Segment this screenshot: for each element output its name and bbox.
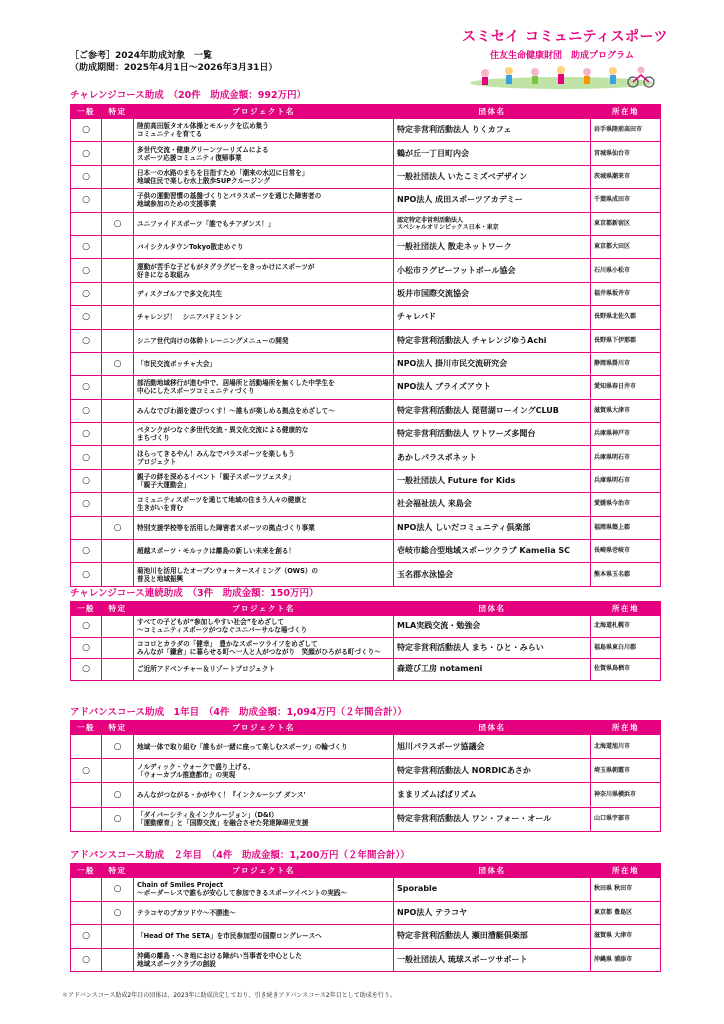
organization-name: 特定非営利活動法人 りくカフェ xyxy=(394,119,591,142)
location: 北海道旭川市 xyxy=(591,735,661,759)
location: 兵庫県神戸市 xyxy=(591,423,661,446)
column-header-general: 一般 xyxy=(71,721,102,735)
organization-name: NPO法人 掛川市民交流研究会 xyxy=(394,352,591,375)
project-name-line: ご近所アドベンチャー＆リゾートプロジェクト xyxy=(137,665,275,674)
organization-name: 森遊び工房 notameni xyxy=(394,659,591,681)
project-name-line: 「市民交流ボッチャ大会」 xyxy=(137,360,216,369)
column-header-organization: 団体名 xyxy=(394,721,591,735)
general-mark xyxy=(71,783,102,807)
organization-name: 特定非営利活動法人 NORDICあさか xyxy=(394,759,591,783)
project-name-line: コミュニティを育てる xyxy=(137,130,203,139)
location: 滋賀県 大津市 xyxy=(591,925,661,949)
specific-mark xyxy=(102,637,134,659)
location: 兵庫県明石市 xyxy=(591,446,661,469)
specific-mark xyxy=(102,119,134,142)
project-name xyxy=(134,352,394,375)
location: 佐賀県鳥栖市 xyxy=(591,659,661,681)
project-name xyxy=(134,142,394,165)
location: 東京都 豊島区 xyxy=(591,901,661,925)
table-row xyxy=(71,352,661,375)
organization-name: 特定非営利活動法人 ワン・フォー・オール xyxy=(394,807,591,831)
location: 神奈川県横浜市 xyxy=(591,783,661,807)
project-name-line: みんなが「鎌倉」に暮らせる町へ一人と人がつながり 笑顔がひろがる町づくり～ xyxy=(137,647,381,656)
project-name-line: ディスクゴルフで多文化共生 xyxy=(137,289,223,298)
project-name xyxy=(134,659,394,681)
table-row xyxy=(71,493,661,516)
specific-mark xyxy=(102,329,134,352)
column-header-general: 一般 xyxy=(71,105,102,119)
project-name-line: みんながつながる・かがやく！『インクルーシブ ダンス' xyxy=(137,790,306,799)
specific-mark: ○ xyxy=(102,807,134,831)
organization-name: MLA実践交流・勉強会 xyxy=(394,616,591,638)
location: 長崎県壱岐市 xyxy=(591,540,661,563)
project-name-line: 多世代交流・健康グリーンツーリズムによる xyxy=(137,145,269,154)
location: 東京都新宿区 xyxy=(591,212,661,235)
table-header-row xyxy=(71,602,661,616)
general-mark xyxy=(71,878,102,902)
table-row xyxy=(71,189,661,212)
specific-mark xyxy=(102,493,134,516)
specific-mark xyxy=(102,446,134,469)
specific-mark xyxy=(102,469,134,492)
column-header-project: プロジェクト名 xyxy=(134,721,394,735)
general-mark: ○ xyxy=(71,306,102,329)
project-name xyxy=(134,948,394,972)
project-name xyxy=(134,563,394,586)
table-row xyxy=(71,925,661,949)
project-name-line: 陸前高田版タオル体操とモルックを広め集う xyxy=(137,122,269,131)
project-name xyxy=(134,306,394,329)
specific-mark xyxy=(102,165,134,188)
organization-name: 坂井市国際交流協会 xyxy=(394,282,591,305)
organization-name: Sporable xyxy=(394,878,591,902)
project-name-line: 子供の運動習慣の基盤づくりとパラスポーツを通じた障害者の xyxy=(137,192,322,201)
general-mark: ○ xyxy=(71,165,102,188)
general-mark xyxy=(71,212,102,235)
specific-mark xyxy=(102,189,134,212)
column-header-organization: 団体名 xyxy=(394,602,591,616)
project-name-line: 部活動地域移行が進む中で、居場所と活動場所を無くした中学生を xyxy=(137,379,335,388)
section-title-advance-year1: アドバンスコース助成 1年目 （4件 助成金額：1,094万円（２年間合計）） xyxy=(70,707,407,718)
specific-mark xyxy=(102,259,134,282)
column-header-project: プロジェクト名 xyxy=(134,864,394,878)
specific-mark: ○ xyxy=(102,516,134,539)
table-row xyxy=(71,616,661,638)
general-mark: ○ xyxy=(71,469,102,492)
project-name xyxy=(134,259,394,282)
project-name-line: 「ウォーカブル推進都市」の実現 xyxy=(137,770,236,779)
location: 滋賀県大津市 xyxy=(591,399,661,422)
specific-mark: ○ xyxy=(102,901,134,925)
organization-name: NPO法人 成田スポーツアカデミー xyxy=(394,189,591,212)
table-row xyxy=(71,563,661,586)
project-name-line: テラコヤのブカツドウ～不勝進～ xyxy=(137,908,236,917)
project-name-line: 地域住民で楽しむ水上散歩SUPクルージング xyxy=(137,176,270,185)
general-mark: ○ xyxy=(71,616,102,638)
table-challenge xyxy=(70,104,661,587)
location: 千葉県成田市 xyxy=(591,189,661,212)
project-name xyxy=(134,399,394,422)
project-name-line: スポーツ応援コミュニティ復帰事業 xyxy=(137,153,242,162)
table-header-row xyxy=(71,721,661,735)
table-row xyxy=(71,119,661,142)
organization-name: 小松市ラグビーフットボール協会 xyxy=(394,259,591,282)
project-name-line: バイシクルタウンTokyo散走めぐり xyxy=(137,243,244,252)
project-name xyxy=(134,376,394,399)
table-row xyxy=(71,423,661,446)
project-name-line: ～ボーダーレスで誰もが安心して参加できるスポーツイベントの実践～ xyxy=(137,889,348,898)
organization-name: あかしパラスポネット xyxy=(394,446,591,469)
location: 沖縄県 浦添市 xyxy=(591,948,661,972)
project-name xyxy=(134,540,394,563)
table-row xyxy=(71,807,661,831)
general-mark: ○ xyxy=(71,563,102,586)
project-name-line: プロジェクト xyxy=(137,457,177,466)
project-name-line: 菊池川を活用したオープンウォータースイミング（OWS）の xyxy=(137,566,319,575)
project-name-line: 特別支援学校等を活用した障害者スポーツの拠点づくり事業 xyxy=(137,523,315,532)
column-header-specific: 特定 xyxy=(102,721,134,735)
logo-title: スミセイ コミュニティスポーツ xyxy=(462,29,668,45)
project-name-line: すべての子どもが“参加しやすい社会”をめざして xyxy=(137,618,285,627)
specific-mark xyxy=(102,540,134,563)
project-name xyxy=(134,637,394,659)
organization-name: 特定非営利活動法人 ワトワーズ多聞台 xyxy=(394,423,591,446)
organization-name: 社会福祉法人 来島会 xyxy=(394,493,591,516)
table-header-row xyxy=(71,864,661,878)
project-name-line: コミュニティスポーツを通じて地域の住まう人々の健康と xyxy=(137,496,308,505)
general-mark: ○ xyxy=(71,119,102,142)
location: 長野県北佐久郡 xyxy=(591,306,661,329)
specific-mark xyxy=(102,376,134,399)
project-name xyxy=(134,516,394,539)
general-mark: ○ xyxy=(71,282,102,305)
project-name xyxy=(134,189,394,212)
specific-mark xyxy=(102,925,134,949)
table-row xyxy=(71,399,661,422)
table-row xyxy=(71,659,661,681)
specific-mark xyxy=(102,616,134,638)
specific-mark xyxy=(102,948,134,972)
general-mark: ○ xyxy=(71,759,102,783)
project-name-line: Chain of Smiles Project xyxy=(137,881,224,890)
project-name-line: 超越スポーツ・モルックは離島の新しい未来を創る！ xyxy=(137,547,295,556)
project-name xyxy=(134,901,394,925)
table-row xyxy=(71,759,661,783)
organization-name: NPO法人 テラコヤ xyxy=(394,901,591,925)
general-mark: ○ xyxy=(71,235,102,258)
sports-illustration-icon xyxy=(467,63,657,89)
project-name-line: ノルディック・ウォークで盛り上げる、 xyxy=(137,762,255,771)
column-header-organization: 団体名 xyxy=(394,864,591,878)
organization-name: NPO法人 ブライズアウト xyxy=(394,376,591,399)
column-header-specific: 特定 xyxy=(102,105,134,119)
project-name xyxy=(134,446,394,469)
column-header-specific: 特定 xyxy=(102,602,134,616)
project-name xyxy=(134,807,394,831)
table-row xyxy=(71,901,661,925)
document-header xyxy=(70,50,470,74)
project-name-line: 日本一の水路のまちを目指すため「潮来の水辺に日常を」 xyxy=(137,168,309,177)
project-name-line: みんなでびわ湖を遊びつくす！～誰もが楽しめる拠点をめざして～ xyxy=(137,406,335,415)
column-header-organization: 団体名 xyxy=(394,105,591,119)
project-name-line: ココロとカラダの「健幸」 豊かなスポーツライフをめざして xyxy=(137,639,318,648)
general-mark: ○ xyxy=(71,446,102,469)
column-header-location: 所在地 xyxy=(591,602,661,616)
project-name xyxy=(134,329,394,352)
project-name xyxy=(134,469,394,492)
project-name-line: 沖縄の離島・へき地における障がい当事者を中心とした xyxy=(137,952,302,961)
organization-name: 玉名郡水泳協会 xyxy=(394,563,591,586)
project-name-line: 普及と地域振興 xyxy=(137,574,184,583)
project-name-line: 親子の絆を深めるイベント「親子スポーツフェスタ」 xyxy=(137,473,295,482)
specific-mark xyxy=(102,306,134,329)
organization-name: 一般社団法人 いたこミズベデザイン xyxy=(394,165,591,188)
project-name-line: チャレンジ！ シニアバドミントン xyxy=(137,313,242,322)
general-mark: ○ xyxy=(71,259,102,282)
table-row xyxy=(71,948,661,972)
project-name-line: 地域一体で取り組む「誰もが一緒に座って楽しむスポーツ」の輪づくり xyxy=(137,742,348,751)
location: 山口県宇部市 xyxy=(591,807,661,831)
table-row xyxy=(71,469,661,492)
specific-mark xyxy=(102,142,134,165)
project-name-line: 地域参加のための支援事業 xyxy=(137,200,217,209)
project-name xyxy=(134,616,394,638)
location: 福井県坂井市 xyxy=(591,282,661,305)
general-mark: ○ xyxy=(71,948,102,972)
specific-mark xyxy=(102,659,134,681)
location: 岩手県陸前高田市 xyxy=(591,119,661,142)
location: 福島県東白川郡 xyxy=(591,637,661,659)
location: 長野県下伊那郡 xyxy=(591,329,661,352)
organization-name: 特定非営利活動法人 瀬田漕艇倶楽部 xyxy=(394,925,591,949)
project-name-line: 地域スポーツクラブの創設 xyxy=(137,960,216,969)
organization-name: 鶴が丘一丁目町内会 xyxy=(394,142,591,165)
grant-period: （助成期間：2025年4月1日～2026年3月31日） xyxy=(70,63,278,73)
general-mark: ○ xyxy=(71,399,102,422)
table-row xyxy=(71,637,661,659)
project-name-line: 好きになる取組み xyxy=(137,270,190,279)
general-mark: ○ xyxy=(71,376,102,399)
section-title-challenge: チャレンジコース助成 （20件 助成金額：992万円） xyxy=(70,90,307,101)
table-row xyxy=(71,878,661,902)
location: 茨城県潮来市 xyxy=(591,165,661,188)
table-row xyxy=(71,306,661,329)
organization-name: 壱岐市総合型地域スポーツクラブ Kamelia SC xyxy=(394,540,591,563)
organization-name: 旭川パラスポーツ協議会 xyxy=(394,735,591,759)
general-mark xyxy=(71,735,102,759)
specific-mark: ○ xyxy=(102,352,134,375)
project-name-line: 「運動療育」と「国際交流」を融合させた発達障碍児支援 xyxy=(137,819,309,828)
general-mark xyxy=(71,516,102,539)
table-row xyxy=(71,235,661,258)
general-mark: ○ xyxy=(71,659,102,681)
general-mark: ○ xyxy=(71,493,102,516)
project-name xyxy=(134,423,394,446)
general-mark: ○ xyxy=(71,540,102,563)
organization-name: 特定非営利活動法人 琵琶湖ローイングCLUB xyxy=(394,399,591,422)
general-mark xyxy=(71,352,102,375)
specific-mark xyxy=(102,759,134,783)
organization-name: 特定非営利活動法人 まち・ひと・みらい xyxy=(394,637,591,659)
project-name-line: 「親子大運動会」 xyxy=(137,481,190,490)
column-header-general: 一般 xyxy=(71,602,102,616)
general-mark: ○ xyxy=(71,142,102,165)
table-row xyxy=(71,142,661,165)
specific-mark: ○ xyxy=(102,212,134,235)
project-name-line: 運動が苦手な子どもがタグラグビーをきっかけにスポーツが xyxy=(137,262,315,271)
general-mark xyxy=(71,901,102,925)
specific-mark xyxy=(102,563,134,586)
project-name-line: 中心にしたスポーツコミュニティづくり xyxy=(137,387,255,396)
location: 兵庫県明石市 xyxy=(591,469,661,492)
organization-name: 一般社団法人 Future for Kids xyxy=(394,469,591,492)
location: 東京都大田区 xyxy=(591,235,661,258)
project-name xyxy=(134,235,394,258)
location: 埼玉県朝霞市 xyxy=(591,759,661,783)
location: 宮城県仙台市 xyxy=(591,142,661,165)
logo-subtitle: 住友生命健康財団 助成プログラム xyxy=(490,51,634,61)
specific-mark: ○ xyxy=(102,783,134,807)
general-mark xyxy=(71,807,102,831)
project-name-line: ほらってきるやん！みんなでパラスポーツを楽しもう xyxy=(137,449,295,458)
general-mark: ○ xyxy=(71,189,102,212)
table-row xyxy=(71,735,661,759)
table-row xyxy=(71,516,661,539)
section-title-advance-year2: アドバンスコース助成 ２年目 （4件 助成金額：1,200万円（２年間合計）） xyxy=(70,850,410,861)
project-name xyxy=(134,119,394,142)
program-logo xyxy=(462,26,668,88)
column-header-project: プロジェクト名 xyxy=(134,602,394,616)
organization-name: ままリズムぱぱリズム xyxy=(394,783,591,807)
column-header-specific: 特定 xyxy=(102,864,134,878)
column-header-location: 所在地 xyxy=(591,105,661,119)
project-name xyxy=(134,925,394,949)
organization-name-line: 認定特定非営利活動法人 xyxy=(397,216,464,224)
project-name xyxy=(134,212,394,235)
organization-name: NPO法人 しいだコミュニティ倶楽部 xyxy=(394,516,591,539)
table-row xyxy=(71,212,661,235)
project-name xyxy=(134,165,394,188)
project-name xyxy=(134,735,394,759)
table-row xyxy=(71,282,661,305)
table-row xyxy=(71,259,661,282)
general-mark: ○ xyxy=(71,637,102,659)
project-name-line: まちづくり xyxy=(137,434,170,443)
table-advance-year1 xyxy=(70,720,661,832)
organization-name: 特定非営利活動法人 チャレンジゆうAchi xyxy=(394,329,591,352)
location: 北海道札幌市 xyxy=(591,616,661,638)
project-name xyxy=(134,783,394,807)
location: 福岡県築上郡 xyxy=(591,516,661,539)
specific-mark xyxy=(102,235,134,258)
column-header-location: 所在地 xyxy=(591,864,661,878)
organization-name: チャレバド xyxy=(394,306,591,329)
project-name-line: ペタンクがつなぐ多世代交流・異文化交流による健康的な xyxy=(137,426,309,435)
location: 愛知県春日井市 xyxy=(591,376,661,399)
location: 秋田県 秋田市 xyxy=(591,878,661,902)
general-mark: ○ xyxy=(71,423,102,446)
table-row xyxy=(71,783,661,807)
table-row xyxy=(71,376,661,399)
document-title: ［ご参考］2024年助成対象 一覧 xyxy=(70,51,213,61)
project-name-line: 「ダイバーシティ＆インクルージョン」（D&I） xyxy=(137,811,278,820)
column-header-location: 所在地 xyxy=(591,721,661,735)
organization-name: 一般社団法人 散走ネットワーク xyxy=(394,235,591,258)
project-name xyxy=(134,878,394,902)
location: 愛媛県今治市 xyxy=(591,493,661,516)
specific-mark: ○ xyxy=(102,878,134,902)
table-row xyxy=(71,540,661,563)
project-name-line: 生きがいを育む xyxy=(137,504,184,513)
organization-name: 一般社団法人 琉球スポーツサポート xyxy=(394,948,591,972)
column-header-project: プロジェクト名 xyxy=(134,105,394,119)
organization-name-line: スペシャルオリンピックス日本・東京 xyxy=(397,223,499,231)
specific-mark xyxy=(102,399,134,422)
project-name-line: 「Head Of The SETA」を市民参加型の国際ロングレースへ xyxy=(137,932,322,941)
table-row xyxy=(71,446,661,469)
project-name xyxy=(134,282,394,305)
location: 石川県小松市 xyxy=(591,259,661,282)
project-name xyxy=(134,493,394,516)
table-challenge-continuous xyxy=(70,601,661,681)
specific-mark xyxy=(102,423,134,446)
footnote: ＊アドバンスコース助成2年目の団体は、2023年に助成決定しており、引き続きアドバンスコース2年目として助成を行う。 xyxy=(62,992,396,999)
column-header-general: 一般 xyxy=(71,864,102,878)
project-name-line: ～コミュニティスポーツがつなぐユニバーサルな場づくり xyxy=(137,626,308,635)
table-row xyxy=(71,329,661,352)
project-name xyxy=(134,759,394,783)
general-mark: ○ xyxy=(71,925,102,949)
specific-mark: ○ xyxy=(102,735,134,759)
table-row xyxy=(71,165,661,188)
project-name-line: ユニファイドスポーツ「誰でもチアダンス！」 xyxy=(137,219,275,228)
location: 熊本県玉名郡 xyxy=(591,563,661,586)
location: 静岡県掛川市 xyxy=(591,352,661,375)
section-title-challenge-continuous: チャレンジコース連続助成 （3件 助成金額：150万円） xyxy=(70,588,319,599)
table-header-row xyxy=(71,105,661,119)
general-mark: ○ xyxy=(71,329,102,352)
project-name-line: シニア世代向けの体幹トレーニングメニューの開発 xyxy=(137,336,289,345)
table-advance-year2 xyxy=(70,863,661,972)
organization-name xyxy=(394,212,591,235)
specific-mark xyxy=(102,282,134,305)
